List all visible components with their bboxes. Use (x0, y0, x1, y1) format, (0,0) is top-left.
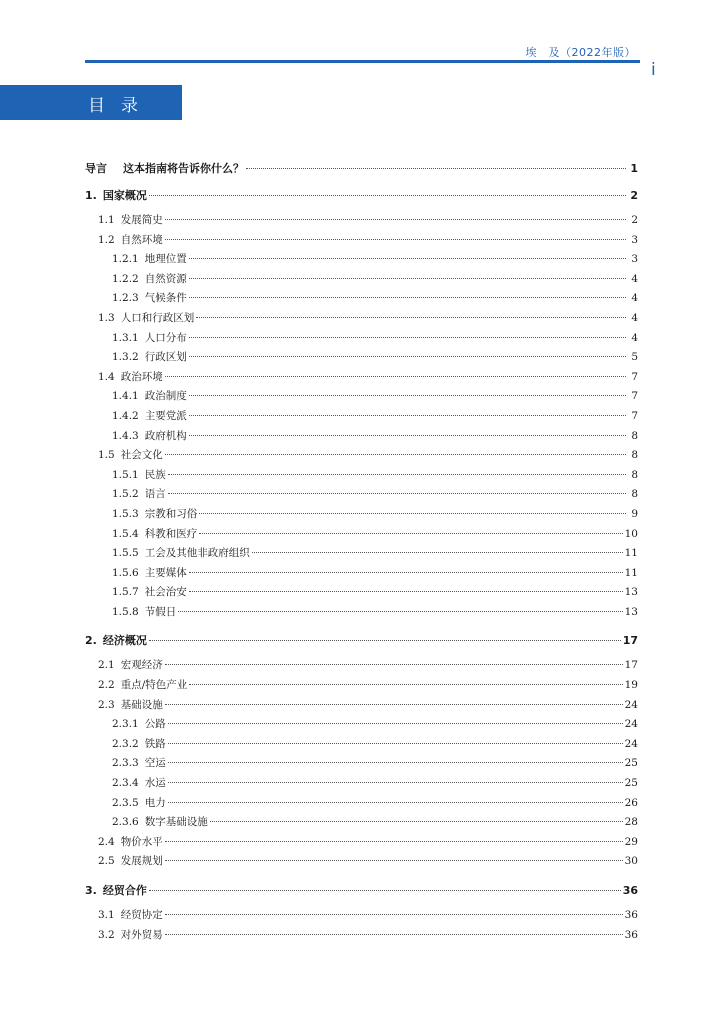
toc-entry-title: 经济概况 (102, 634, 147, 648)
toc-entry[interactable] (85, 716, 638, 736)
toc-entry[interactable] (85, 290, 638, 310)
dot-leader (210, 821, 623, 822)
toc-entry[interactable] (85, 853, 638, 873)
toc-entry-number: 1.1 (98, 214, 115, 226)
toc-entry-title: 物价水平 (120, 835, 163, 848)
dot-leader (165, 860, 623, 861)
dot-leader (165, 934, 623, 935)
table-of-contents (85, 160, 638, 946)
toc-entry-page: 4 (631, 311, 638, 324)
toc-entry-number: 2.3.2 (112, 737, 139, 750)
toc-entry-number: 1.2.2 (112, 272, 139, 285)
toc-entry-page: 9 (631, 507, 638, 520)
toc-entry-page: 24 (624, 718, 638, 731)
toc-entry-page: 25 (624, 757, 638, 770)
toc-entry-number: 导言 (85, 162, 107, 175)
toc-entry-number: 1. (85, 189, 97, 202)
dot-leader (165, 454, 626, 455)
toc-entry[interactable] (85, 526, 638, 546)
toc-entry-page: 13 (624, 605, 638, 618)
toc-entry[interactable] (85, 447, 638, 467)
dot-leader (168, 723, 623, 724)
toc-entry-title: 政治制度 (144, 390, 187, 403)
toc-entry-number: 2.4 (98, 835, 115, 848)
toc-entry[interactable] (85, 565, 638, 585)
toc-entry-title: 基础设施 (120, 698, 163, 711)
toc-entry-title: 节假日 (144, 605, 177, 618)
toc-entry[interactable] (85, 467, 638, 487)
toc-entry-page: 10 (624, 527, 638, 540)
toc-entry[interactable] (85, 232, 638, 252)
toc-entry-page: 8 (631, 429, 638, 442)
toc-entry[interactable] (85, 584, 638, 604)
toc-entry[interactable] (85, 795, 638, 815)
toc-entry-number: 1.5.2 (112, 488, 139, 501)
toc-entry-number: 1.2.1 (112, 253, 139, 266)
toc-entry-number: 1.3.2 (112, 351, 139, 364)
toc-entry-number: 2.3.1 (112, 718, 139, 731)
toc-entry[interactable] (85, 187, 638, 205)
dot-leader (189, 395, 626, 396)
toc-entry-title: 铁路 (144, 737, 166, 750)
toc-entry[interactable] (85, 775, 638, 795)
toc-entry[interactable] (85, 160, 638, 178)
toc-entry-page: 5 (631, 351, 638, 364)
toc-entry[interactable] (85, 330, 638, 350)
toc-entry-page: 3 (631, 253, 638, 266)
toc-entry-title: 社会文化 (120, 449, 163, 462)
toc-entry-title: 重点/特色产业 (120, 679, 188, 692)
toc-entry-number: 3.2 (98, 928, 115, 941)
toc-entry-number: 1.4 (98, 370, 115, 383)
toc-entry-number: 1.5.4 (112, 527, 139, 540)
toc-entry-page: 2 (631, 214, 638, 226)
toc-entry-title: 自然环境 (120, 233, 163, 246)
toc-entry[interactable] (85, 677, 638, 697)
toc-entry[interactable] (85, 428, 638, 448)
toc-entry-page: 4 (631, 292, 638, 305)
toc-entry-title: 语言 (144, 488, 166, 501)
toc-entry[interactable] (85, 212, 638, 232)
dot-leader (189, 337, 626, 338)
toc-entry-page: 11 (624, 547, 638, 560)
toc-entry[interactable] (85, 814, 638, 834)
dot-leader (252, 552, 623, 553)
toc-entry-title: 主要党派 (144, 409, 187, 422)
toc-entry-title: 行政区划 (144, 351, 187, 364)
toc-entry-number: 2. (85, 634, 97, 648)
toc-entry-number: 1.5.5 (112, 547, 139, 560)
dot-leader (199, 533, 622, 534)
toc-entry-title: 发展简史 (120, 214, 163, 226)
toc-entry[interactable] (85, 632, 638, 650)
toc-entry[interactable] (85, 271, 638, 291)
toc-entry[interactable] (85, 545, 638, 565)
dot-leader (168, 802, 623, 803)
toc-entry-number: 1.2.3 (112, 292, 139, 305)
toc-entry-number: 2.3 (98, 698, 115, 711)
toc-entry-number: 1.4.2 (112, 409, 139, 422)
header-divider (85, 60, 640, 63)
toc-entry-number: 1.4.3 (112, 429, 139, 442)
dot-leader (189, 684, 622, 685)
dot-leader (165, 704, 623, 705)
toc-entry[interactable] (85, 506, 638, 526)
dot-leader (165, 239, 626, 240)
toc-entry-page: 8 (631, 488, 638, 501)
toc-entry-number: 1.5.3 (112, 507, 139, 520)
toc-entry-title: 水运 (144, 777, 166, 790)
toc-entry[interactable] (85, 408, 638, 428)
toc-entry-title: 经贸协定 (120, 909, 163, 921)
toc-entry-title: 人口分布 (144, 331, 187, 344)
dot-leader (165, 664, 623, 665)
page-number: i (651, 60, 656, 80)
dot-leader (189, 356, 626, 357)
toc-entry[interactable] (85, 697, 638, 717)
toc-entry-title: 宏观经济 (120, 659, 163, 672)
toc-entry-page: 7 (631, 390, 638, 403)
toc-entry-number: 1.4.1 (112, 390, 139, 403)
toc-entry[interactable] (85, 388, 638, 408)
toc-entry-page: 28 (624, 816, 638, 829)
toc-entry[interactable] (85, 927, 638, 947)
toc-entry-number: 1.5.8 (112, 605, 139, 618)
toc-entry-number: 1.3.1 (112, 331, 139, 344)
dot-leader (199, 513, 626, 514)
toc-entry-page: 13 (624, 586, 638, 599)
toc-entry-page: 4 (631, 272, 638, 285)
toc-entry-page: 36 (624, 909, 638, 921)
toc-entry-number: 1.5.1 (112, 468, 139, 481)
toc-entry-page: 8 (631, 468, 638, 481)
toc-entry-title: 主要媒体 (144, 566, 187, 579)
toc-entry-page: 17 (624, 659, 638, 672)
dot-leader (168, 493, 626, 494)
dot-leader (168, 474, 626, 475)
dot-leader (168, 782, 623, 783)
toc-entry-number: 1.5.7 (112, 586, 139, 599)
toc-entry-page: 1 (630, 162, 638, 175)
toc-entry[interactable] (85, 755, 638, 775)
toc-entry-number: 1.5 (98, 449, 115, 462)
toc-entry-page: 4 (631, 331, 638, 344)
toc-entry-number: 1.5.6 (112, 566, 139, 579)
toc-entry-title: 数字基础设施 (144, 816, 208, 829)
toc-entry-number: 3. (85, 884, 97, 897)
toc-entry-title: 工会及其他非政府组织 (144, 547, 250, 560)
toc-entry-page: 17 (622, 634, 638, 648)
dot-leader (189, 297, 626, 298)
dot-leader (165, 914, 623, 915)
toc-entry-title: 经贸合作 (102, 884, 147, 897)
toc-entry-page: 2 (630, 189, 638, 202)
toc-entry-page: 36 (624, 928, 638, 941)
toc-entry-number: 2.3.5 (112, 796, 139, 809)
dot-leader (178, 611, 622, 612)
toc-entry-page: 11 (624, 566, 638, 579)
toc-entry-page: 30 (624, 855, 638, 868)
toc-entry-title: 政府机构 (144, 429, 187, 442)
dot-leader (189, 435, 626, 436)
dot-leader (149, 195, 626, 196)
toc-entry-title: 民族 (144, 468, 166, 481)
dot-leader (168, 743, 623, 744)
dot-leader (246, 168, 626, 169)
toc-entry-number: 2.1 (98, 659, 115, 672)
toc-entry[interactable] (85, 251, 638, 271)
toc-entry[interactable] (85, 907, 638, 927)
toc-entry-title: 自然资源 (144, 272, 187, 285)
toc-entry-title: 对外贸易 (120, 928, 163, 941)
toc-entry[interactable] (85, 369, 638, 389)
toc-entry-number: 2.3.3 (112, 757, 139, 770)
dot-leader (189, 278, 626, 279)
toc-entry-title: 发展规划 (120, 855, 163, 868)
dot-leader (165, 376, 626, 377)
toc-entry-page: 7 (631, 370, 638, 383)
dot-leader (165, 219, 626, 220)
toc-entry[interactable] (85, 736, 638, 756)
toc-entry-title: 社会治安 (144, 586, 187, 599)
dot-leader (189, 572, 623, 573)
dot-leader (189, 591, 623, 592)
dot-leader (189, 258, 626, 259)
toc-entry-title: 人口和行政区划 (120, 311, 195, 324)
toc-entry-title: 政治环境 (120, 370, 163, 383)
toc-entry-page: 29 (624, 835, 638, 848)
toc-entry-page: 24 (624, 737, 638, 750)
dot-leader (196, 317, 626, 318)
toc-entry-page: 24 (624, 698, 638, 711)
toc-title: 目录 (88, 96, 154, 116)
toc-entry-page: 26 (624, 796, 638, 809)
toc-entry-page: 3 (631, 233, 638, 246)
toc-entry-number: 3.1 (98, 909, 115, 921)
toc-entry-title: 公路 (144, 718, 166, 731)
toc-entry-title: 宗教和习俗 (144, 507, 198, 520)
toc-entry-title: 这本指南将告诉你什么？ (123, 162, 244, 175)
toc-entry-page: 7 (631, 409, 638, 422)
toc-entry-title: 空运 (144, 757, 166, 770)
toc-entry-title: 气候条件 (144, 292, 187, 305)
dot-leader (149, 640, 621, 641)
toc-entry-title: 科教和医疗 (144, 527, 198, 540)
toc-entry-number: 2.3.6 (112, 816, 139, 829)
toc-entry-page: 19 (624, 679, 638, 692)
running-header-title: 埃 及（2022年版） (525, 46, 636, 59)
toc-entry-title: 国家概况 (102, 189, 147, 202)
toc-entry[interactable] (85, 882, 638, 900)
dot-leader (189, 415, 626, 416)
toc-entry[interactable] (85, 657, 638, 677)
dot-leader (165, 841, 623, 842)
toc-entry[interactable] (85, 310, 638, 330)
toc-entry-number: 1.3 (98, 311, 115, 324)
dot-leader (168, 762, 623, 763)
toc-entry-number: 2.5 (98, 855, 115, 868)
toc-entry[interactable] (85, 834, 638, 854)
toc-entry-number: 1.2 (98, 233, 115, 246)
toc-entry[interactable] (85, 486, 638, 506)
toc-entry-page: 8 (631, 449, 638, 462)
toc-entry[interactable] (85, 349, 638, 369)
toc-entry-page: 36 (622, 884, 638, 897)
dot-leader (149, 890, 621, 891)
toc-entry-title: 电力 (144, 796, 166, 809)
toc-entry-number: 2.2 (98, 679, 115, 692)
toc-entry[interactable] (85, 604, 638, 624)
toc-entry-page: 25 (624, 777, 638, 790)
toc-entry-title: 地理位置 (144, 253, 187, 266)
toc-entry-number: 2.3.4 (112, 777, 139, 790)
